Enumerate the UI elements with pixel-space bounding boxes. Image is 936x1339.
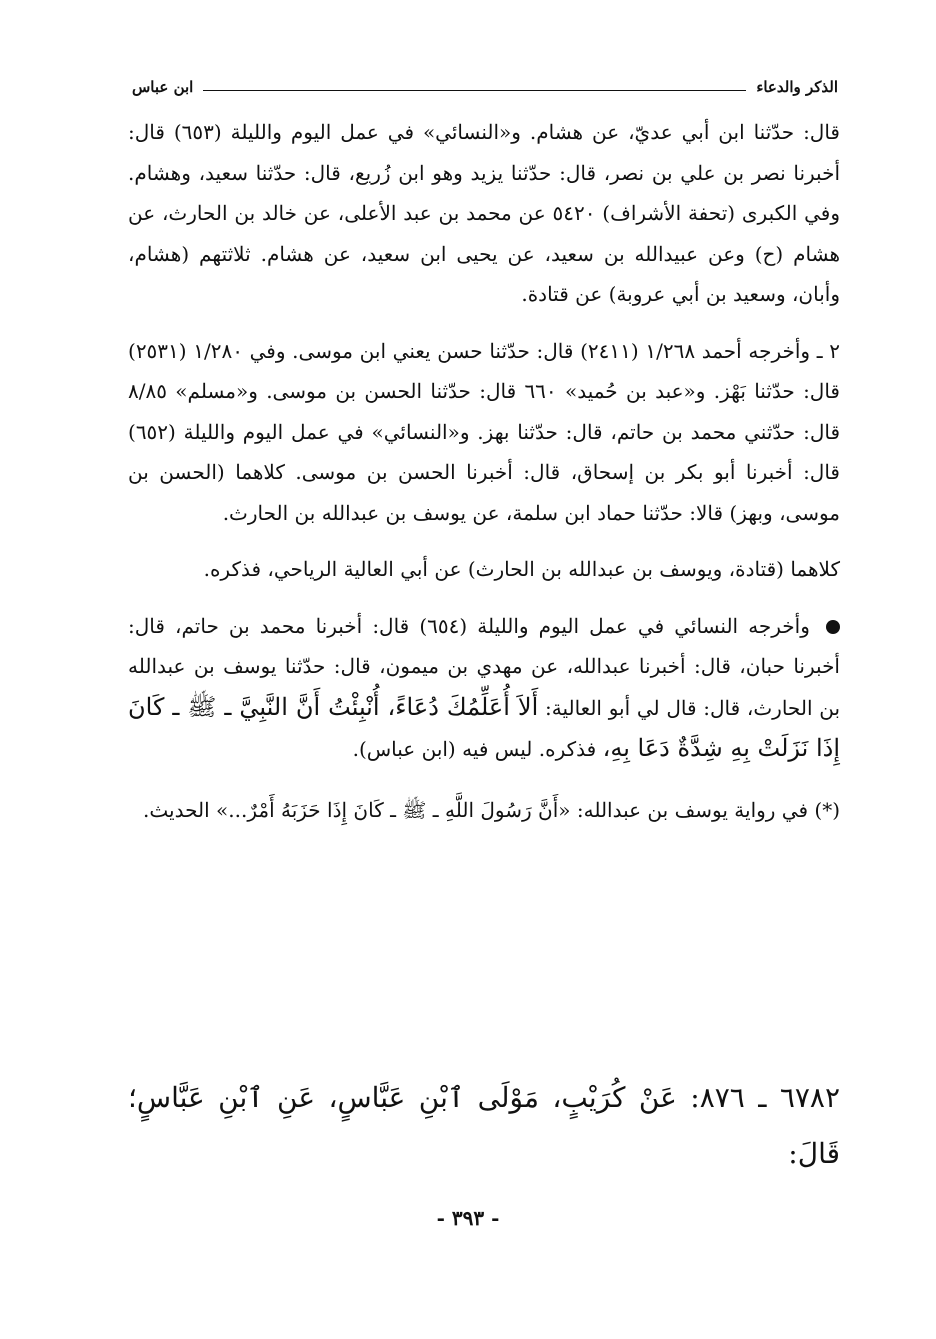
page-number: - ٣٩٣ - [436, 1206, 500, 1230]
paragraph-summary: كلاهما (قتادة، ويوسف بن عبدالله بن الحارث) عن أبي العالية الرياحي، فذكره. [203, 557, 840, 581]
note-lead: في رواية يوسف بن عبدالله: [576, 797, 809, 822]
paragraph-isnad-1: قال: حدّثنا ابن أبي عديّ، عن هشام. و«النسائي» في عمل اليوم والليلة (٦٥٣) قال: أخبرنا نصر بن علي بن نصر، قال: حدّثنا يزيد وهو ابن زُريع، قال: حدّثنا سعيد، وهشام. وفي الكبرى (تحفة الأشراف) ٥٤٢٠ عن محمد بن عبد الأعلى، عن خالد بن الحارث، عن هشام (ح) وعن عبيدالله بن سعيد، عن يحيى ابن سعيد، عن هشام. ثلاثتهم (هشام، وأبان، وسعيد بن أبي عروبة) عن قتادة. [128, 120, 840, 306]
nasai-quote: أَلاَ أُعَلِّمُكَ دُعَاءً، أُنْبِئْتُ أَنَّ النَّبِيَّ ـ ﷺ ـ كَانَ إِذَا نَزَلَتْ بِهِ شِدَّةٌ دَعَا بِهِ، [128, 692, 840, 762]
header-rule [203, 90, 746, 91]
running-header [132, 74, 838, 100]
nasai-tail: فذكره. ليس فيه (ابن عباس). [352, 737, 597, 761]
paragraph-nasai [128, 606, 840, 770]
header-section-title: ابن عباس [132, 78, 194, 96]
note-tail: الحديث. [143, 797, 210, 822]
paragraph-isnad-2: ٢ ـ وأخرجه أحمد ١/٢٦٨ (٢٤١١) قال: حدّثنا حسن يعني ابن موسى. وفي ١/٢٨٠ (٢٥٣١) قال: حدّثنا بَهْز. و«عبد بن حُميد» ٦٦٠ قال: حدّثنا الحسن بن موسى. و«مسلم» ٨/٨٥ قال: حدّثني محمد بن حاتم، قال: حدّثنا بهز. و«النسائي» في عمل اليوم والليلة (٦٥٢) قال: أخبرنا أبو بكر بن إسحاق، قال: أخبرنا الحسن بن موسى. كلاهما (الحسن بن موسى، وبهز) قالا: حدّثنا حماد ابن سلمة، عن يوسف بن عبدالله بن الحارث. [128, 338, 840, 525]
bullet-icon [826, 620, 840, 634]
note-marker: (*) [814, 797, 840, 822]
paragraph-note [128, 790, 840, 831]
header-chapter-title: الذكر والدعاء [756, 78, 838, 96]
nasai-text: وأخرجه النسائي في عمل اليوم والليلة (٦٥٤) قال: أخبرنا محمد بن حاتم، قال: أخبرنا حبان، قال: أخبرنا عبدالله، عن مهدي بن ميمون، قال: حدّثنا يوسف بن عبدالله بن الحارث، قال: قال لي أبو العالية: [128, 613, 841, 720]
note-quote: «أَنَّ رَسُولَ اللَّهِ ـ ﷺ ـ كَانَ إِذَا حَزَبَهُ أَمْرٌ...» [216, 797, 571, 822]
hadith-heading: ٦٧٨٢ ـ ٨٧٦: عَنْ كُرَيْبٍ، مَوْلَى ٱبْنِ عَبَّاسٍ، عَنِ ٱبْنِ عَبَّاسٍ؛ قَالَ: [128, 1081, 840, 1170]
main-text [128, 112, 840, 830]
